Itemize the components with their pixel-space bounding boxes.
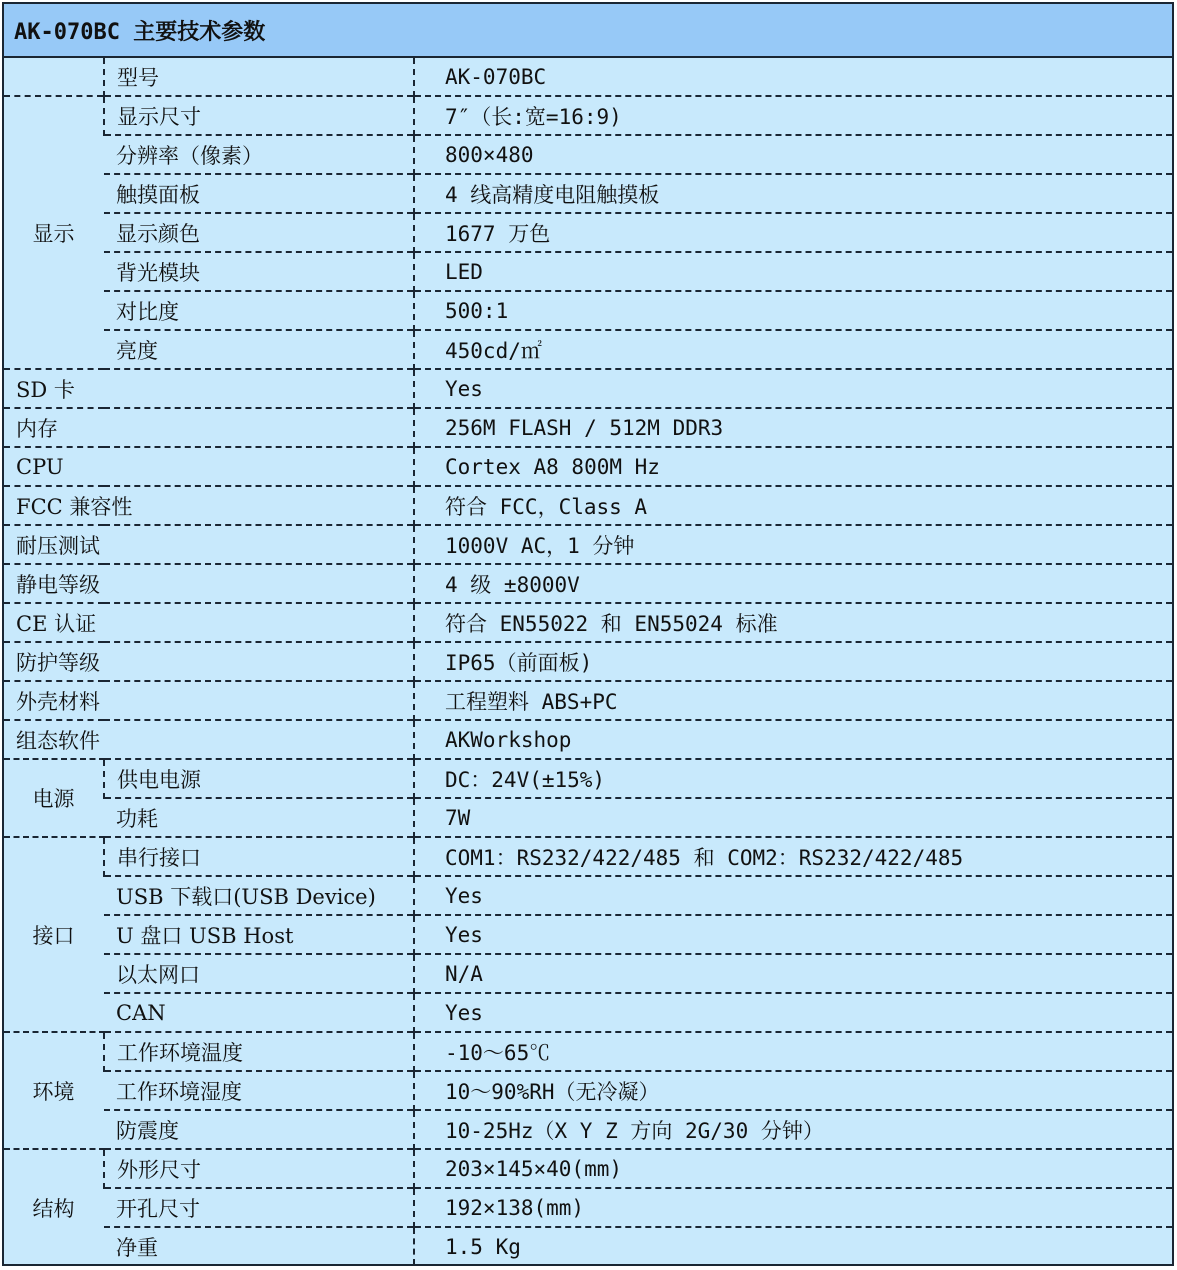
param-value: 1.5 Kg xyxy=(414,1227,1172,1265)
table-row xyxy=(4,1110,1172,1149)
param-label: 静电等级 xyxy=(4,564,414,603)
param-value: IP65（前面板) xyxy=(414,642,1172,681)
param-value: 256M FLASH / 512M DDR3 xyxy=(414,408,1172,447)
param-value: 192×138(mm) xyxy=(414,1188,1172,1227)
param-value: 4 线高精度电阻触摸板 xyxy=(414,174,1172,213)
param-label: 防护等级 xyxy=(4,642,414,681)
table-row xyxy=(4,954,1172,993)
param-value: Cortex A8 800M Hz xyxy=(414,447,1172,486)
param-label: 分辨率（像素） xyxy=(104,135,414,174)
group-label: 接口 xyxy=(4,837,104,1032)
table-row xyxy=(4,1032,1172,1071)
param-label: FCC 兼容性 xyxy=(4,486,414,525)
param-value: N/A xyxy=(414,954,1172,993)
param-label: 外形尺寸 xyxy=(104,1149,414,1188)
table-row xyxy=(4,408,1172,447)
spec-sheet xyxy=(2,2,1174,1266)
table-row xyxy=(4,213,1172,252)
param-value: AK-070BC xyxy=(414,58,1172,96)
param-value: 10～90%RH（无冷凝） xyxy=(414,1071,1172,1110)
param-label: 防震度 xyxy=(104,1110,414,1149)
group-label: 环境 xyxy=(4,1032,104,1149)
param-label: 背光模块 xyxy=(104,252,414,291)
param-label: 功耗 xyxy=(104,798,414,837)
group-label: 结构 xyxy=(4,1149,104,1265)
table-row xyxy=(4,525,1172,564)
param-value: 工程塑料 ABS+PC xyxy=(414,681,1172,720)
param-label: U 盘口 USB Host xyxy=(104,915,414,954)
table-row xyxy=(4,135,1172,174)
param-value: COM1：RS232/422/485 和 COM2：RS232/422/485 xyxy=(414,837,1172,876)
param-value: Yes xyxy=(414,369,1172,408)
table-row xyxy=(4,96,1172,135)
param-value: 450cd/㎡ xyxy=(414,330,1172,369)
table-row xyxy=(4,1071,1172,1110)
param-label: 触摸面板 xyxy=(104,174,414,213)
param-label: CPU xyxy=(4,447,414,486)
param-label: 显示颜色 xyxy=(104,213,414,252)
param-label: 开孔尺寸 xyxy=(104,1188,414,1227)
param-label: 内存 xyxy=(4,408,414,447)
param-label: 组态软件 xyxy=(4,720,414,759)
param-label: CAN xyxy=(104,993,414,1032)
param-value: -10～65℃ xyxy=(414,1032,1172,1071)
group-label: 电源 xyxy=(4,759,104,837)
table-row xyxy=(4,174,1172,213)
param-label: 外壳材料 xyxy=(4,681,414,720)
spec-table xyxy=(4,58,1172,1265)
table-row xyxy=(4,915,1172,954)
table-row xyxy=(4,720,1172,759)
param-label: 供电电源 xyxy=(104,759,414,798)
param-value: AKWorkshop xyxy=(414,720,1172,759)
param-value: 符合 EN55022 和 EN55024 标准 xyxy=(414,603,1172,642)
param-value: 10-25Hz（X Y Z 方向 2G/30 分钟） xyxy=(414,1110,1172,1149)
param-value: 800×480 xyxy=(414,135,1172,174)
param-value: DC：24V(±15%) xyxy=(414,759,1172,798)
param-value: 4 级 ±8000V xyxy=(414,564,1172,603)
param-value: Yes xyxy=(414,993,1172,1032)
param-value: 500:1 xyxy=(414,291,1172,330)
param-label: 净重 xyxy=(104,1227,414,1265)
spec-table-body xyxy=(4,58,1172,1265)
param-label: 以太网口 xyxy=(104,954,414,993)
param-label: 显示尺寸 xyxy=(104,96,414,135)
param-label: 耐压测试 xyxy=(4,525,414,564)
param-value: 1677 万色 xyxy=(414,213,1172,252)
param-value: 符合 FCC，Class A xyxy=(414,486,1172,525)
table-row xyxy=(4,564,1172,603)
table-row xyxy=(4,642,1172,681)
param-value: 7″（长:宽=16:9) xyxy=(414,96,1172,135)
group-label: 显示 xyxy=(4,96,104,369)
table-row xyxy=(4,58,1172,96)
table-row xyxy=(4,1188,1172,1227)
table-row xyxy=(4,798,1172,837)
table-row xyxy=(4,447,1172,486)
table-row xyxy=(4,486,1172,525)
table-row xyxy=(4,1149,1172,1188)
table-row xyxy=(4,993,1172,1032)
param-value: Yes xyxy=(414,876,1172,915)
param-label: USB 下载口(USB Device) xyxy=(104,876,414,915)
param-label: CE 认证 xyxy=(4,603,414,642)
param-value: LED xyxy=(414,252,1172,291)
table-row xyxy=(4,837,1172,876)
table-row xyxy=(4,252,1172,291)
group-label xyxy=(4,58,104,96)
param-label: 串行接口 xyxy=(104,837,414,876)
table-row xyxy=(4,291,1172,330)
sheet-title: AK-070BC 主要技术参数 xyxy=(4,4,1172,58)
param-value: Yes xyxy=(414,915,1172,954)
table-row xyxy=(4,369,1172,408)
param-value: 1000V AC，1 分钟 xyxy=(414,525,1172,564)
param-value: 203×145×40(mm) xyxy=(414,1149,1172,1188)
table-row xyxy=(4,330,1172,369)
table-row xyxy=(4,1227,1172,1265)
param-label: 对比度 xyxy=(104,291,414,330)
param-value: 7W xyxy=(414,798,1172,837)
param-label: 型号 xyxy=(104,58,414,96)
param-label: 工作环境湿度 xyxy=(104,1071,414,1110)
table-row xyxy=(4,681,1172,720)
param-label: SD 卡 xyxy=(4,369,414,408)
table-row xyxy=(4,876,1172,915)
param-label: 工作环境温度 xyxy=(104,1032,414,1071)
table-row xyxy=(4,759,1172,798)
param-label: 亮度 xyxy=(104,330,414,369)
table-row xyxy=(4,603,1172,642)
